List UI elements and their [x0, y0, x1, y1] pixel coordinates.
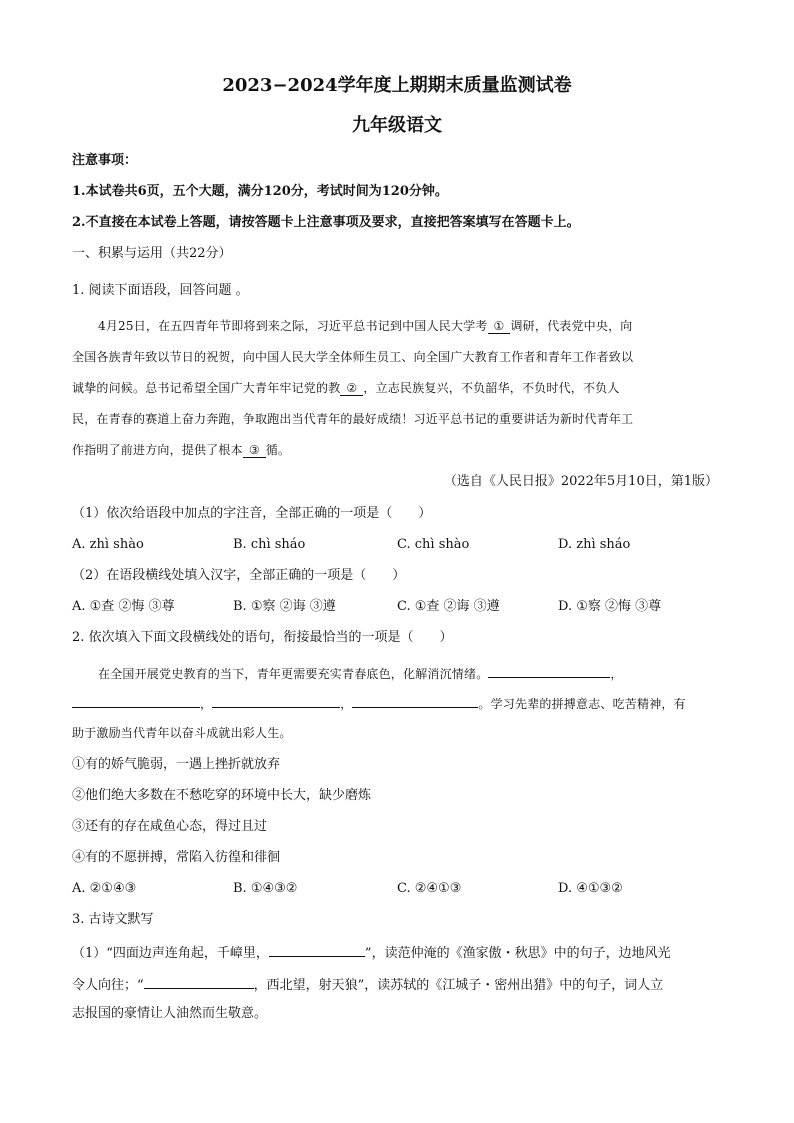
answer-blank — [212, 693, 340, 708]
passage-line-1 — [98, 317, 633, 335]
answer-blank — [72, 693, 200, 708]
option-c[interactable]: C. ①查 ②诲 ③遵 — [397, 599, 500, 614]
option-a[interactable]: A. ①查 ②悔 ③尊 — [72, 599, 175, 614]
option-a[interactable]: A. zhì shào — [72, 537, 144, 552]
blank-marker-1: ① — [488, 319, 511, 334]
q2-item-3: ③还有的存在咸鱼心态，得过且过 — [72, 819, 268, 834]
answer-blank — [352, 693, 478, 708]
passage-line-4: 民，在青春的赛道上奋力奔跑，争取跑出当代青年的最好成绩！习近平总书记的重要讲话为新时代青年工 — [72, 412, 634, 426]
answer-blank[interactable] — [144, 974, 254, 989]
q2-item-1: ①有的娇气脆弱，一遇上挫折就放弃 — [72, 757, 281, 772]
passage-text: 4月25日，在五四青年节即将到来之际，习近平总书记到中国人民大学考 — [98, 319, 488, 333]
q2-item-2: ②他们绝大多数在不愁吃穿的环境中长大，缺少磨炼 — [72, 788, 372, 803]
notice-item-2: 2.不直接在本试卷上答题，请按答题卡上注意事项及要求，直接把答案填写在答题卡上。 — [72, 215, 580, 230]
option-b[interactable]: B. ①④③② — [233, 881, 298, 896]
passage-text: 循。 — [265, 443, 291, 457]
q2-passage-line-3: 助于激励当代青年以奋斗成就出彩人生。 — [72, 726, 292, 740]
q3-text: ，西北望，射天狼”，读苏轼的《江城子・密州出猎》中的句子，词人立 — [253, 978, 664, 993]
question-2-stem: 2. 依次填入下面文段横线处的语句，衔接最恰当的一项是（ ） — [72, 630, 453, 645]
exam-title: 2023−2024学年度上期期末质量监测试卷 — [222, 75, 572, 96]
passage-text: 作指明了前进方向，提供了根本 — [72, 443, 243, 457]
question-3-stem: 3. 古诗文默写 — [72, 912, 154, 927]
option-b[interactable]: B. ①察 ②诲 ③遵 — [233, 599, 336, 614]
notice-item-1: 1.本试卷共6页，五个大题，满分120分，考试时间为120分钟。 — [72, 184, 448, 199]
section-1-heading: 一、积累与运用（共22分） — [72, 246, 232, 261]
q2-passage-line-2: ， ， 。学习先辈的拼搏意志、吃苦精神，有 — [72, 693, 686, 713]
passage-line-2: 全国各族青年致以节日的祝贺，向中国人民大学全体师生员工、向全国广大教育工作者和青年工作者致以 — [72, 350, 634, 364]
option-b[interactable]: B. chì sháo — [233, 537, 306, 552]
passage-text: 在全国开展党史教育的当下，青年更需要充实青春底色，化解消沉情绪。 — [98, 667, 489, 681]
blank-marker-2: ② — [340, 381, 363, 396]
option-d[interactable]: D. ④①③② — [558, 881, 623, 896]
passage-text: ，立志民族复兴，不负韶华，不负时代，不负人 — [363, 381, 620, 395]
option-d[interactable]: D. ①察 ②悔 ③尊 — [558, 599, 662, 614]
q3-sub-1-line-1 — [72, 942, 671, 963]
notice-heading: 注意事项： — [72, 153, 138, 168]
exam-subtitle: 九年级语文 — [352, 115, 442, 136]
q3-text: ”，读范仲淹的《渔家傲・秋思》中的句子，边地风光 — [364, 946, 671, 961]
passage-line-3 — [72, 379, 620, 397]
answer-blank — [488, 663, 610, 678]
answer-blank[interactable] — [269, 942, 365, 957]
q3-text: （1）“四面边声连角起，千嶂里， — [72, 946, 269, 961]
question-1-sub-2: （2）在语段横线处填入汉字，全部正确的一项是（ ） — [72, 568, 406, 583]
passage-text: 诚挚的问候。总书记希望全国广大青年牢记党的教 — [72, 381, 341, 395]
passage-source: （选自《人民日报》2022年5月10日，第1版） — [443, 474, 718, 489]
q2-item-4: ④有的不愿拼搏，常陷入彷徨和徘徊 — [72, 850, 281, 865]
option-d[interactable]: D. zhì sháo — [558, 537, 631, 552]
question-1-stem: 1. 阅读下面语段，回答问题 。 — [72, 283, 249, 298]
q3-sub-1-line-2 — [72, 974, 663, 995]
q3-sub-1-line-3: 志报国的豪情让人油然而生敬意。 — [72, 1006, 268, 1021]
option-c[interactable]: C. chì shào — [397, 537, 470, 552]
option-a[interactable]: A. ②①④③ — [72, 881, 137, 896]
q3-text: 令人向往；“ — [72, 978, 144, 993]
passage-text: 。学习先辈的拼搏意志、吃苦精神，有 — [478, 697, 686, 711]
blank-marker-3: ③ — [243, 443, 266, 458]
passage-line-5 — [72, 441, 290, 459]
q2-passage-line-1: 在全国开展党史教育的当下，青年更需要充实青春底色，化解消沉情绪。 ， — [98, 663, 623, 683]
passage-text: 调研，代表党中央，向 — [510, 319, 633, 333]
question-1-sub-1: （1）依次给语段中加点的字注音，全部正确的一项是（ ） — [72, 506, 432, 521]
option-c[interactable]: C. ②④①③ — [397, 881, 462, 896]
